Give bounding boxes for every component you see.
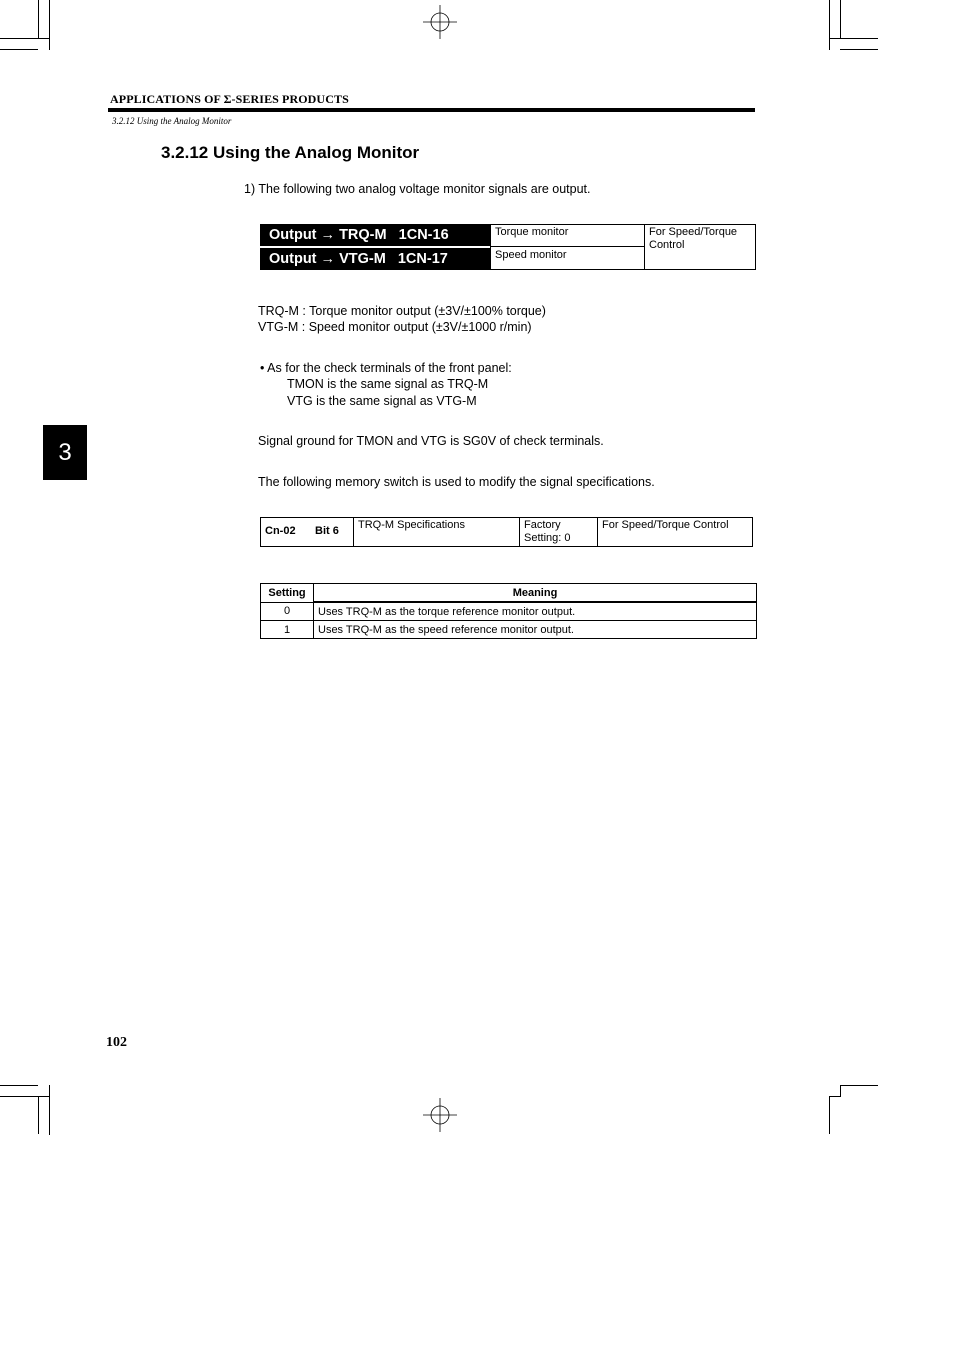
row-meaning-1: Uses TRQ-M as the speed reference monitor output.	[314, 621, 757, 639]
memory-switch-bit: Bit 6	[315, 525, 339, 537]
header-rule	[108, 108, 755, 112]
memory-note: The following memory switch is used to modify the signal specifications.	[258, 475, 655, 489]
running-header-subsection: 3.2.12 Using the Analog Monitor	[112, 116, 232, 126]
section-title: 3.2.12 Using the Analog Monitor	[161, 143, 420, 162]
signal-output-trq: Output → TRQ-M 1CN-16	[260, 224, 490, 246]
memory-switch-mode-cell	[597, 517, 753, 547]
chapter-tab: 3	[43, 425, 87, 480]
row-meaning-0: Uses TRQ-M as the torque reference monitor output.	[314, 602, 757, 621]
signal-desc-trq: Torque monitor	[495, 226, 569, 238]
front-panel-line1: TMON is the same signal as TRQ-M	[287, 377, 489, 391]
memory-switch-factory-cell	[519, 517, 598, 547]
signal-desc-vtg-cell	[490, 246, 645, 270]
signal-desc-trq-cell	[490, 224, 645, 247]
page-number: 102	[106, 1035, 127, 1050]
table-row	[261, 621, 757, 639]
registration-mark-top	[423, 5, 457, 39]
running-header-title: APPLICATIONS OF Σ-SERIES PRODUCTS	[110, 92, 349, 106]
signal-desc-vtg: Speed monitor	[495, 249, 567, 261]
memory-switch-param: Cn-02	[265, 525, 296, 537]
front-panel-bullet: • As for the check terminals of the front panel:	[260, 361, 512, 375]
signal-note-cell	[644, 224, 756, 270]
memory-switch-param-cell	[260, 517, 354, 547]
signal-note-line2: Control	[649, 239, 685, 251]
signal-note-line1: For Speed/Torque	[649, 226, 738, 238]
definition-vtg: VTG-M : Speed monitor output (±3V/±1000 r/min)	[258, 320, 532, 334]
memory-switch-factory-line2: Setting: 0	[524, 532, 571, 544]
definition-trq: TRQ-M : Torque monitor output (±3V/±100% torque)	[258, 304, 546, 318]
row-setting-0: 0	[261, 602, 314, 621]
memory-switch-factory-line1: Factory	[524, 519, 561, 531]
row-setting-1: 1	[261, 621, 314, 639]
header-setting: Setting	[261, 584, 314, 603]
front-panel-line2: VTG is the same signal as VTG-M	[287, 394, 477, 408]
table-header-row	[261, 584, 757, 603]
table-row	[261, 602, 757, 621]
memory-switch-mode: For Speed/Torque Control	[602, 519, 729, 531]
memory-switch-table	[260, 517, 753, 547]
intro-text: 1) The following two analog voltage monitor signals are output.	[244, 182, 591, 196]
registration-mark-bottom	[423, 1098, 457, 1132]
memory-switch-name-cell	[353, 517, 520, 547]
header-meaning: Meaning	[314, 584, 757, 603]
memory-switch-name: TRQ-M Specifications	[358, 519, 465, 531]
signal-output-vtg: Output → VTG-M 1CN-17	[260, 248, 490, 270]
signal-table	[260, 224, 756, 270]
setting-meaning-table	[260, 583, 757, 639]
ground-note: Signal ground for TMON and VTG is SG0V of check terminals.	[258, 434, 604, 448]
